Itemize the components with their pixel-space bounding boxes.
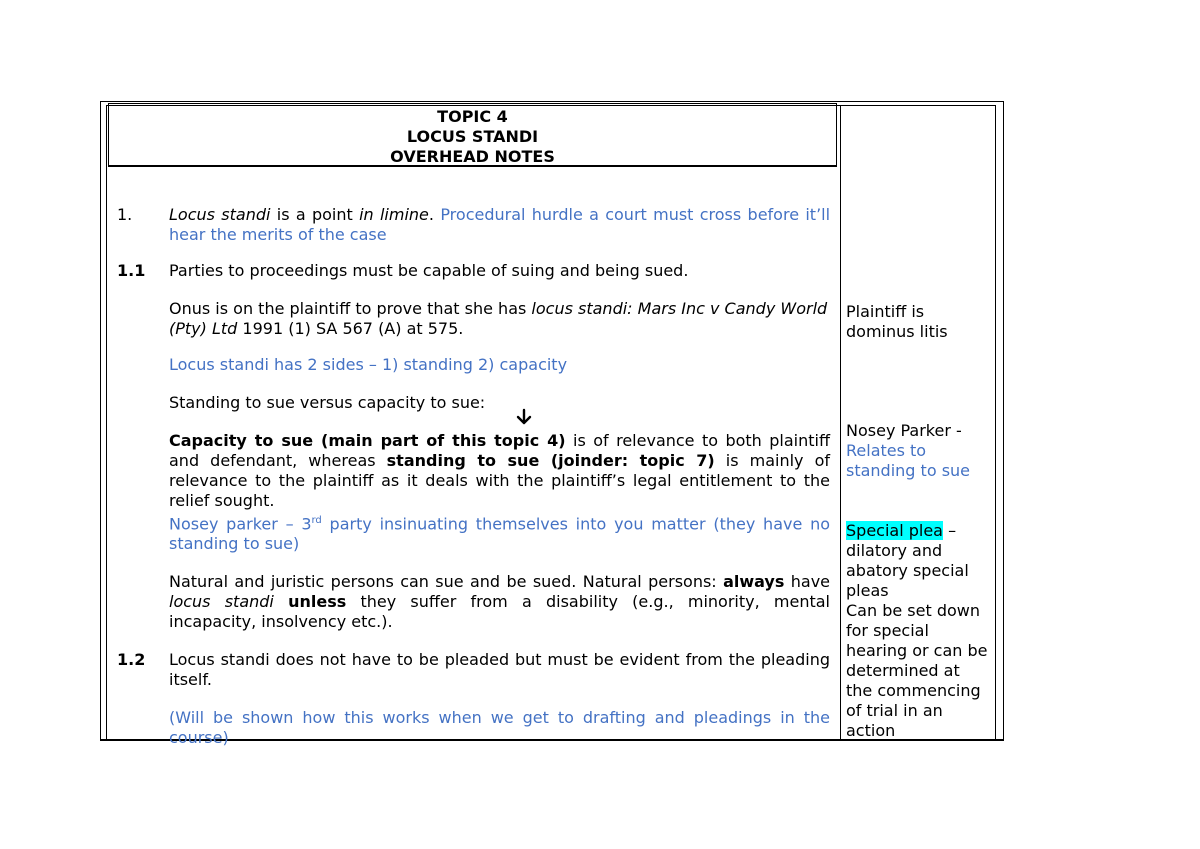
nosey-parker-note bbox=[169, 511, 830, 554]
side-note-special-plea bbox=[846, 521, 991, 741]
italic-term: Locus standi bbox=[169, 205, 271, 224]
superscript: rd bbox=[311, 515, 322, 526]
side-note-text: Can be set down for special hearing or can be determined at the commencing of trial in an action bbox=[846, 601, 988, 740]
text: . bbox=[428, 205, 441, 224]
item-1-1 bbox=[117, 261, 830, 281]
text: they suffer from a disability (e.g., minority, mental incapacity, insolvency etc.). bbox=[169, 592, 830, 632]
side-note-blue: Relates to standing to sue bbox=[846, 441, 971, 480]
arrow-down-icon bbox=[515, 408, 533, 426]
text: is mainly of relevance to the plaintiff as it deals with the plaintiff’s legal entitlement to the relief sought. bbox=[169, 451, 831, 510]
text: 1991 (1) SA 567 (A) at 575. bbox=[237, 319, 464, 338]
text: party insinuating themselves into you matter (they have no standing to sue) bbox=[169, 514, 831, 554]
title-line-3: OVERHEAD NOTES bbox=[390, 147, 555, 166]
text: Onus is on the plaintiff to prove that she has bbox=[169, 299, 532, 318]
two-sides-note bbox=[117, 355, 830, 375]
blue-note: (Will be shown how this works when we get to drafting and pleadings in the course) bbox=[169, 708, 830, 748]
capacity-paragraph bbox=[117, 431, 830, 554]
side-note-text: – dilatory and abatory special pleas bbox=[846, 521, 969, 600]
item-text: Locus standi does not have to be pleaded but must be evident from the pleading itself. bbox=[169, 650, 830, 690]
italic-term: locus standi bbox=[169, 592, 274, 612]
bold-term: always bbox=[723, 572, 785, 592]
item-text: Standing to sue versus capacity to sue: bbox=[169, 393, 486, 412]
text: Nosey parker – 3 bbox=[169, 514, 312, 534]
will-be-shown-note bbox=[117, 708, 830, 748]
highlighted-term: Special plea bbox=[846, 521, 943, 540]
side-note-nosey-parker bbox=[846, 421, 991, 481]
italic-term: in limine bbox=[359, 205, 429, 224]
item-1 bbox=[117, 205, 830, 245]
text: is of relevance to both plaintiff and defendant, whereas bbox=[169, 431, 830, 470]
versus-line bbox=[117, 393, 830, 413]
natural-persons-paragraph bbox=[117, 572, 830, 632]
title-box bbox=[108, 103, 837, 167]
bold-term: unless bbox=[288, 592, 347, 612]
bold-term: standing to sue (joinder: topic 7) bbox=[386, 451, 715, 470]
text: have bbox=[784, 572, 831, 592]
title-line-1: TOPIC 4 bbox=[437, 107, 508, 126]
main-notes-column bbox=[117, 205, 830, 748]
onus-paragraph bbox=[117, 299, 830, 339]
side-note-dominus-litis bbox=[846, 302, 991, 342]
side-note-text: Nosey Parker - bbox=[846, 421, 962, 440]
item-number: 1.1 bbox=[117, 261, 146, 280]
column-divider bbox=[840, 105, 841, 741]
side-note-text: Plaintiff is dominus litis bbox=[846, 302, 948, 341]
blue-note: Procedural hurdle a court must cross before it’ll hear the merits of the case bbox=[169, 205, 831, 244]
bold-term: Capacity to sue (main part of this topic 4) bbox=[169, 431, 566, 450]
title-line-2: LOCUS STANDI bbox=[406, 127, 539, 146]
item-number: 1.2 bbox=[117, 650, 146, 670]
item-number: 1. bbox=[117, 205, 133, 224]
text: is a point bbox=[270, 205, 360, 224]
text: Natural and juristic persons can sue and be sued. Natural persons: bbox=[169, 572, 724, 592]
case-citation: locus standi: Mars Inc v Candy World (Pty) Ltd bbox=[169, 299, 828, 338]
text bbox=[274, 592, 288, 611]
item-text: Parties to proceedings must be capable of suing and being sued. bbox=[169, 261, 689, 280]
blue-note: Locus standi has 2 sides – 1) standing 2) capacity bbox=[169, 355, 568, 374]
item-1-2 bbox=[117, 650, 830, 690]
